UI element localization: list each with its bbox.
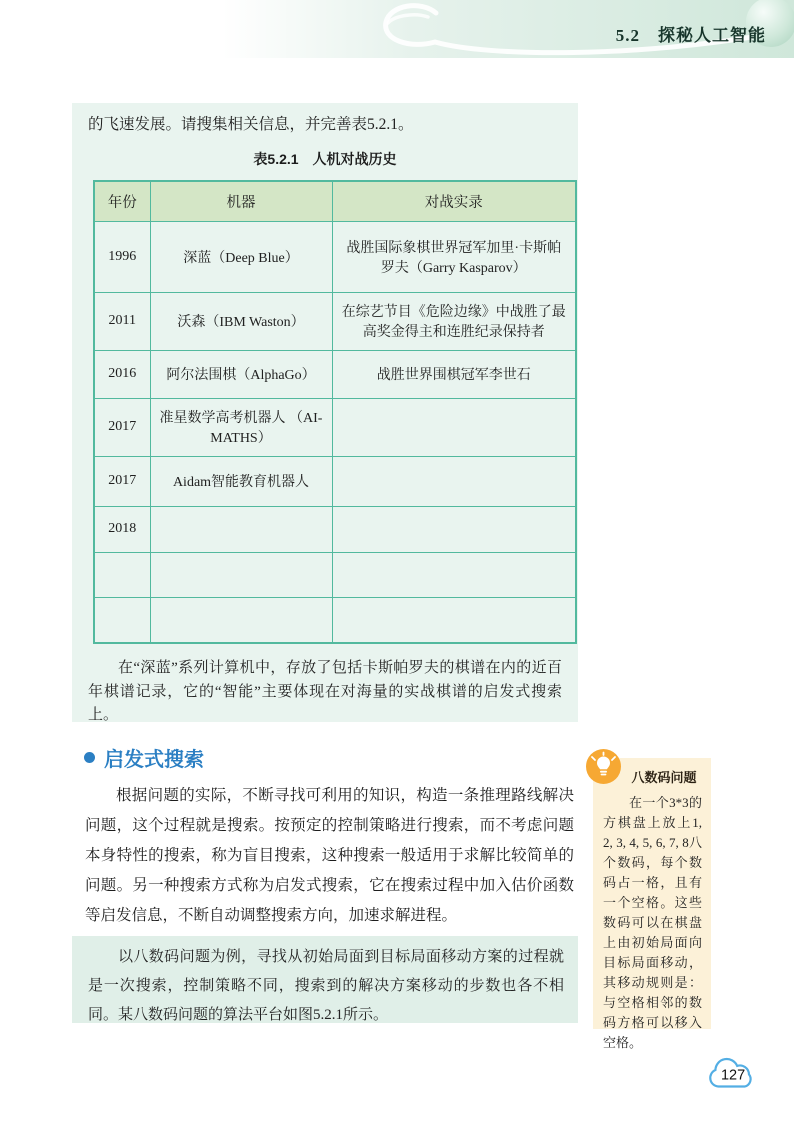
- intro-text: 的飞速发展。请搜集相关信息，并完善表5.2.1。: [88, 116, 414, 133]
- battle-table-body: [94, 221, 576, 643]
- table-header-cell: 机器: [150, 181, 332, 221]
- table-cell: 战胜国际象棋世界冠军加里·卡斯帕罗夫（Garry Kasparov）: [332, 221, 576, 292]
- table-cell: [332, 456, 576, 506]
- sidebar-title: 八数码问题: [631, 770, 697, 785]
- section-heading-heuristic-search: [84, 743, 204, 772]
- table-cell: 2017: [94, 456, 150, 506]
- section-heading-label: 启发式搜索: [104, 749, 204, 771]
- bullet-icon: [84, 752, 95, 763]
- eight-puzzle-example-box: [72, 936, 578, 1023]
- table-row: [94, 350, 576, 398]
- table-cell: 2018: [94, 506, 150, 552]
- table-cell: [332, 398, 576, 456]
- table-cell: [94, 597, 150, 643]
- table-row: [94, 506, 576, 552]
- table-cell: [332, 506, 576, 552]
- table-cell: 沃森（IBM Waston）: [150, 292, 332, 350]
- table-cell: 在综艺节目《危险边缘》中战胜了最高奖金得主和连胜纪录保持者: [332, 292, 576, 350]
- table-cell: 深蓝（Deep Blue）: [150, 221, 332, 292]
- table-cell: 阿尔法围棋（AlphaGo）: [150, 350, 332, 398]
- table-cell: [150, 552, 332, 597]
- table-row: [94, 398, 576, 456]
- table-row: [94, 456, 576, 506]
- table-cell: [332, 552, 576, 597]
- sidebar-body-text: 在一个3*3的方棋盘上放上1, 2, 3, 4, 5, 6, 7, 8八个数码，每个数码占一格，且有一个空格。这些数码可以在棋盘上由初始局面向目标局面移动，其移动规则是：与空格相邻的数码方格可以移入空格。: [603, 795, 702, 1050]
- table-cell: [150, 506, 332, 552]
- table-row: [94, 597, 576, 643]
- table-cell: Aidam智能教育机器人: [150, 456, 332, 506]
- page-number-cloud: [705, 1050, 763, 1094]
- activity-content-box: [72, 103, 578, 722]
- table-row: [94, 292, 576, 350]
- table-cell: 准星数学高考机器人 （AI-MATHS）: [150, 398, 332, 456]
- table-cell: 战胜世界围棋冠军李世石: [332, 350, 576, 398]
- table-cell: 2017: [94, 398, 150, 456]
- table-cell: [332, 597, 576, 643]
- battle-table: [93, 180, 577, 644]
- chapter-title: 5.2 探秘人工智能: [615, 26, 766, 45]
- table-cell: [94, 552, 150, 597]
- lightbulb-icon: [585, 748, 622, 785]
- table-caption: 表5.2.1 人机对战历史: [253, 151, 397, 167]
- eight-puzzle-example-paragraph: 以八数码问题为例，寻找从初始局面到目标局面移动方案的过程就是一次搜索，控制策略不同，搜索到的解决方案移动的步数也各不相同。某八数码问题的算法平台如图5.2.1所示。: [88, 949, 564, 1023]
- table-row: [94, 221, 576, 292]
- heuristic-search-paragraph: 根据问题的实际，不断寻找可利用的知识，构造一条推理路线解决问题，这个过程就是搜索。按预定的控制策略进行搜索，而不考虑问题本身特性的搜索，称为盲目搜索，这种搜索一般适用于求解比较简单的问题。另一种搜索方式称为启发式搜索，它在搜索过程中加入估价函数等启发信息，不断自动调整搜索方向，加速求解进程。: [85, 787, 574, 924]
- table-header-cell: 对战实录: [332, 181, 576, 221]
- table-row: [94, 552, 576, 597]
- sidebar-tip-box: [593, 758, 711, 1050]
- table-header-cell: 年份: [94, 181, 150, 221]
- table-cell: 1996: [94, 221, 150, 292]
- table-cell: [150, 597, 332, 643]
- chapter-header-band: [0, 0, 794, 58]
- battle-table-head-row: [94, 181, 576, 221]
- table-cell: 2011: [94, 292, 150, 350]
- deep-blue-paragraph: 在“深蓝”系列计算机中，存放了包括卡斯帕罗夫的棋谱在内的近百年棋谱记录，它的“智能”主要体现在对海量的实战棋谱的启发式搜索上。: [88, 660, 562, 723]
- table-cell: 2016: [94, 350, 150, 398]
- page-number: 127: [720, 1067, 746, 1084]
